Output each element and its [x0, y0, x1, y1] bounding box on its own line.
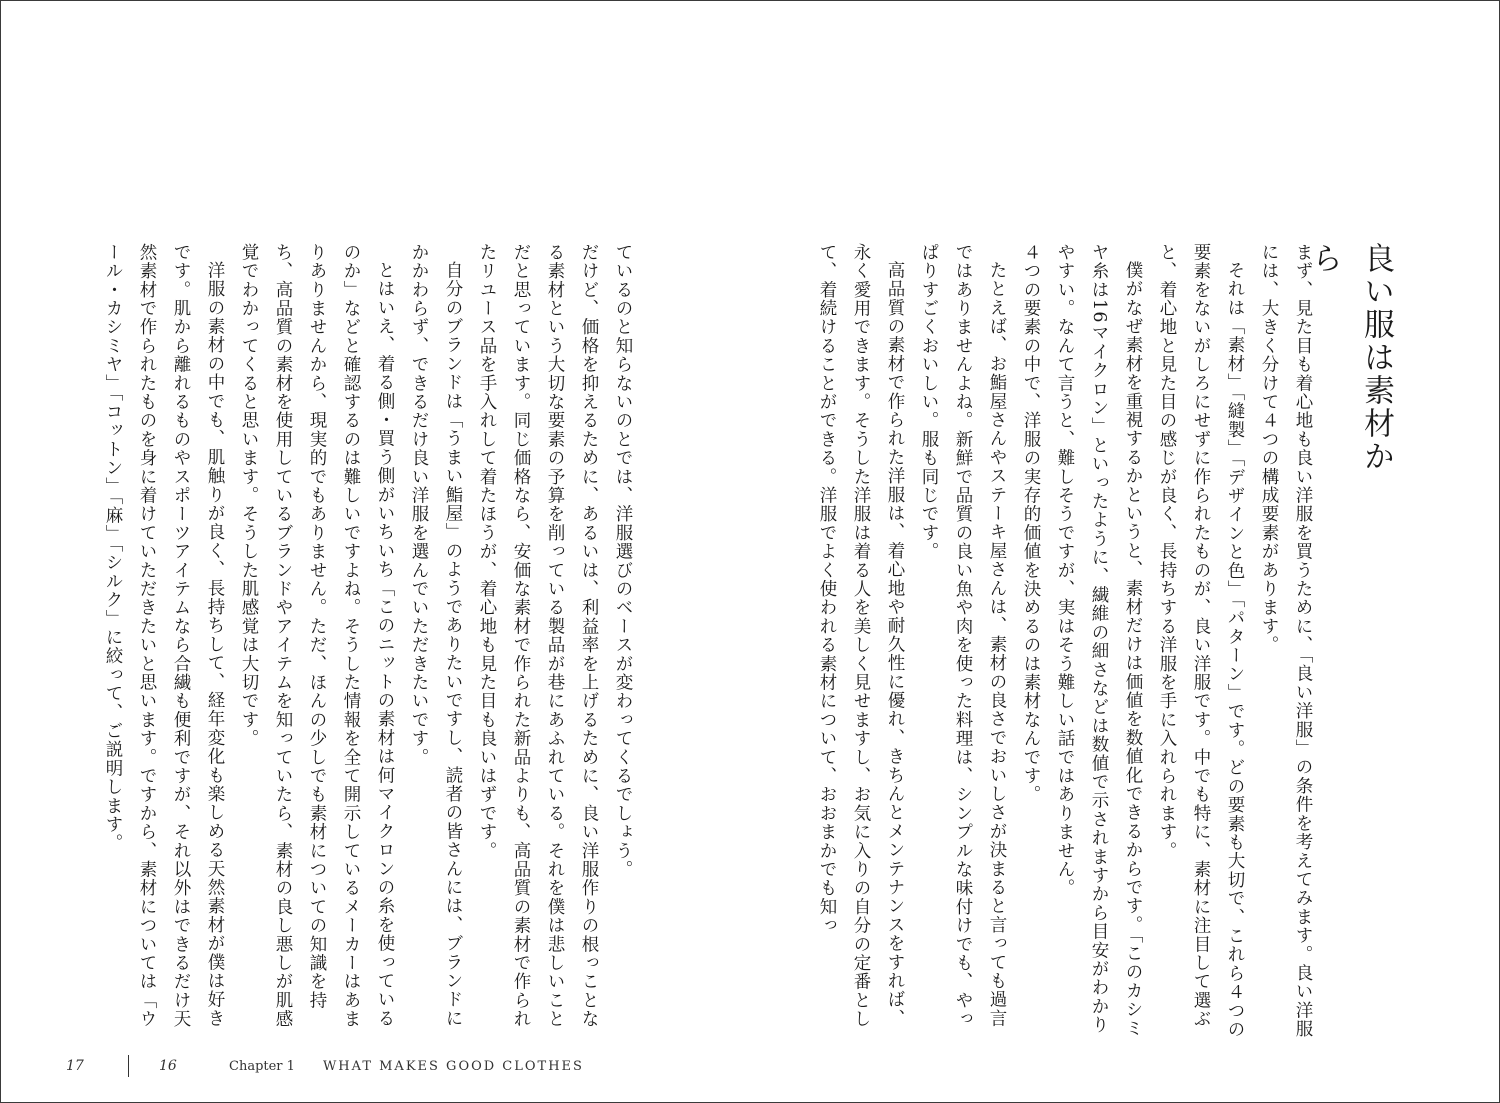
paragraph: 自分のブランドは「うまい鮨屋」のようでありたいですし、読者の皆さんには、ブランドにかかわらず、できるだけ良い洋服を選んでいただきたいです。 — [409, 243, 463, 1028]
page-number-right: 16 — [159, 1058, 177, 1074]
paragraph: ているのと知らないのとでは、洋服選びのベースが変わってくるでしょう。 — [613, 243, 633, 879]
paragraph: たとえば、お鮨屋さんやステーキ屋さんは、素材の良さでおいしさが決まると言っても過言ではありませんよね。新鮮で品質の良い魚や肉を使った料理は、シンプルな味付けでも、やっぱりすごくおいしい。服も同じです。 — [919, 243, 1007, 1029]
paragraph: 洋服の素材の中でも、肌触りが良く、長持ちして、経年変化も楽しめる天然素材が僕は好きです。肌から離れるものやスポーツアイテムなら合繊も便利ですが、それ以外はできるだけ天然素材で作られたものを身に着けていただきたいと思います。ですから、素材については「ウール・カシミヤ」「コットン」「麻」「シルク」に絞って、ご説明します。 — [103, 243, 225, 1029]
paragraph: とはいえ、着る側・買う側がいちいち「このニットの素材は何マイクロンの糸を使っているのか」などと確認するのは難しいですよね。そうした情報を全て開示しているメーカーはあまりありませんから、現実的でもありません。ただ、ほんの少しでも素材についての知識を持ち、高品質の素材を使用しているブランドやアイテムを知っていたら、素材の良し悪しが肌感覚でわかってくると思います。そうした肌感覚は大切です。 — [239, 243, 395, 1029]
right-page-text — [817, 243, 1320, 1043]
paragraph: それは「素材」「縫製」「デザインと色」「パターン」です。どの要素も大切で、これら４つの要素をないがしろにせずに作られたものが、良い洋服です。中でも特に、素材に注目して選ぶと、着心地と見た目の感じが良く、長持ちする洋服を手に入れられます。 — [1157, 243, 1245, 1039]
footer-divider — [128, 1055, 129, 1077]
section-heading: 良い服は素材から — [1306, 242, 1394, 473]
paragraph: 高品質の素材で作られた洋服は、着心地や耐久性に優れ、きちんとメンテナンスをすれば、永く愛用できます。そうした洋服は着る人を美しく見せますし、お気に入りの自分の定番として、着続けることができる。洋服でよく使われる素材について、おおまかでも知っ — [817, 243, 905, 1029]
paragraph: 僕がなぜ素材を重視するかというと、素材だけは価値を数値化できるからです。「このカシミヤ糸は16マイクロン」といったように、繊維の細さなどは数値で示されますから目安がわかりやすい。なんて言うと、難しそうですが、実はそう難しい話ではありません。 — [1055, 243, 1143, 1038]
page-number-left: 17 — [66, 1058, 84, 1074]
paragraph: だけど、価格を抑えるために、あるいは、利益率を上げるために、良い洋服作りの根っことなる素材という大切な要素の予算を削っている製品が巷にあふれている。それを僕は悲しいことだと思っています。同じ価格なら、安価な素材で作られた新品よりも、高品質の素材で作られたリユース品を手入れして着たほうが、着心地も見た目も良いはずです。 — [477, 243, 599, 1029]
chapter-number: Chapter 1 — [229, 1058, 295, 1074]
paragraph: まず、見た目も着心地も良い洋服を買うために、「良い洋服」の条件を考えてみます。良い洋服には、大きく分けて４つの構成要素があります。 — [1259, 243, 1313, 1039]
paragraph: ４つの要素の中で、洋服の実存的価値を決めるのは素材なんです。 — [1021, 243, 1041, 804]
chapter-title: WHAT MAKES GOOD CLOTHES — [322, 1058, 584, 1074]
page-footer — [66, 1054, 584, 1078]
left-page-text — [100, 243, 640, 1043]
